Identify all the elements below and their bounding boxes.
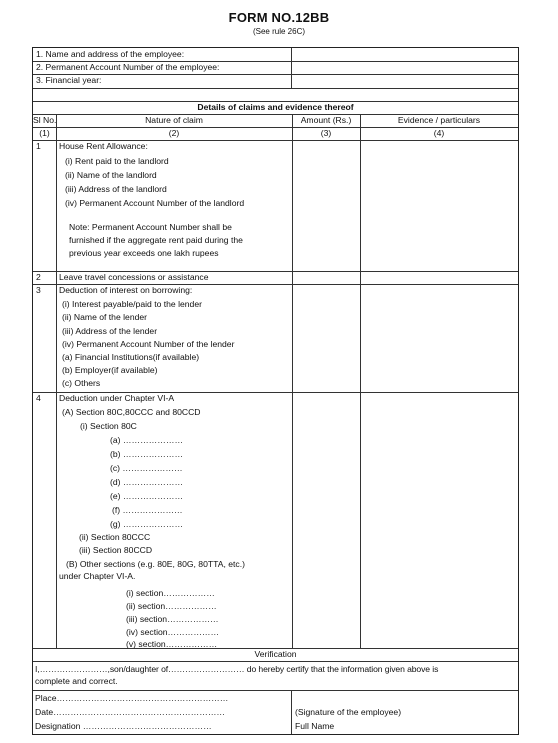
row-4-line-3: (i) Section 80C xyxy=(80,421,137,431)
row-4-line-10: (g) ………………… xyxy=(110,519,184,529)
col-header-evidence: Evidence / particulars xyxy=(397,115,481,125)
row-4-line-7: (d) ………………… xyxy=(110,477,184,487)
row-1-note-line-3: previous year exceeds one lakh rupees xyxy=(69,248,219,258)
col-number-3: (3) xyxy=(320,128,332,138)
row-1-sl: 1 xyxy=(36,141,41,151)
row-1-line-2: (i) Rent paid to the landlord xyxy=(65,156,169,166)
row-4-line-8: (e) ………………… xyxy=(110,491,184,501)
row-1-line-4: (iii) Address of the landlord xyxy=(65,184,167,194)
row-3-line-2: (i) Interest payable/paid to the lender xyxy=(62,299,202,309)
row-3-line-3: (ii) Name of the lender xyxy=(62,312,148,322)
signature-label: (Signature of the employee) xyxy=(295,707,402,717)
place-field[interactable]: Place…………………………………………………… xyxy=(35,693,229,703)
row-4-line-2: (A) Section 80C,80CCC and 80CCD xyxy=(62,407,201,417)
claims-heading: Details of claims and evidence thereof xyxy=(197,102,354,112)
employee-name-address-label: 1. Name and address of the employee: xyxy=(36,49,185,59)
row-4-line-16: (ii) section……………… xyxy=(126,601,217,611)
row-4-line-4: (a) ………………… xyxy=(110,435,184,445)
col-number-2: (2) xyxy=(168,128,180,138)
row-1-note-line-2: furnished if the aggregate rent paid during the xyxy=(69,235,243,245)
financial-year-label: 3. Financial year: xyxy=(36,75,102,85)
row-4-line-6: (c) ………………… xyxy=(110,463,183,473)
row-4-line-19: (v) section……………… xyxy=(126,639,218,649)
row-4-line-13: (B) Other sections (e.g. 80E, 80G, 80TTA, etc.) xyxy=(66,559,245,569)
row-4-line-1: Deduction under Chapter VI-A xyxy=(59,393,175,403)
row-3-sl: 3 xyxy=(36,285,41,295)
row-4-line-17: (iii) section……………… xyxy=(126,614,219,624)
row-4-line-9: (f) ………………… xyxy=(112,505,183,515)
form-title: FORM NO.12BB xyxy=(228,10,330,25)
row-3-line-1: Deduction of interest on borrowing: xyxy=(59,285,193,295)
row-4-line-5: (b) ………………… xyxy=(110,449,184,459)
form-frame xyxy=(32,47,519,735)
verification-statement-cont: complete and correct. xyxy=(35,676,118,686)
row-3-line-5: (iv) Permanent Account Number of the lender xyxy=(62,339,235,349)
row-4-line-18: (iv) section……………… xyxy=(126,627,220,637)
row-4-line-12: (iii) Section 80CCD xyxy=(79,545,153,555)
row-4-line-11: (ii) Section 80CCC xyxy=(79,532,151,542)
row-3-line-4: (iii) Address of the lender xyxy=(62,326,158,336)
col-number-1: (1) xyxy=(39,128,50,138)
col-header-sl-no: Sl No. xyxy=(33,115,57,125)
row-2-sl: 2 xyxy=(36,272,41,282)
row-3-line-7: (b) Employer(if available) xyxy=(62,365,158,375)
row-1-line-1: House Rent Allowance: xyxy=(59,141,148,151)
designation-field[interactable]: Designation ……………………………………… xyxy=(35,721,212,731)
full-name-label: Full Name xyxy=(295,721,335,731)
col-header-nature: Nature of claim xyxy=(145,115,203,125)
row-4-line-15: (i) section……………… xyxy=(126,588,215,598)
row-1-line-3: (ii) Name of the landlord xyxy=(65,170,157,180)
date-field[interactable]: Date…………………………………………………… xyxy=(35,707,226,717)
col-header-amount: Amount (Rs.) xyxy=(300,115,352,125)
row-4-sl: 4 xyxy=(36,393,41,403)
employee-pan-label: 2. Permanent Account Number of the employee: xyxy=(36,62,220,72)
row-4-line-14: under Chapter VI-A. xyxy=(59,571,136,581)
form-subtitle: (See rule 26C) xyxy=(252,27,306,36)
row-2-line-1: Leave travel concessions or assistance xyxy=(59,272,209,282)
row-3-line-8: (c) Others xyxy=(62,378,101,388)
row-3-line-6: (a) Financial Institutions(if available) xyxy=(62,352,200,362)
verification-statement: I,……………………,son/daughter of……………………… do hereby certify that the information given above is xyxy=(35,664,439,674)
verification-heading: Verification xyxy=(254,649,297,659)
row-1-note-line-1: Note: Permanent Account Number shall be xyxy=(69,222,232,232)
col-number-4: (4) xyxy=(433,128,445,138)
row-1-line-5: (iv) Permanent Account Number of the landlord xyxy=(65,198,245,208)
